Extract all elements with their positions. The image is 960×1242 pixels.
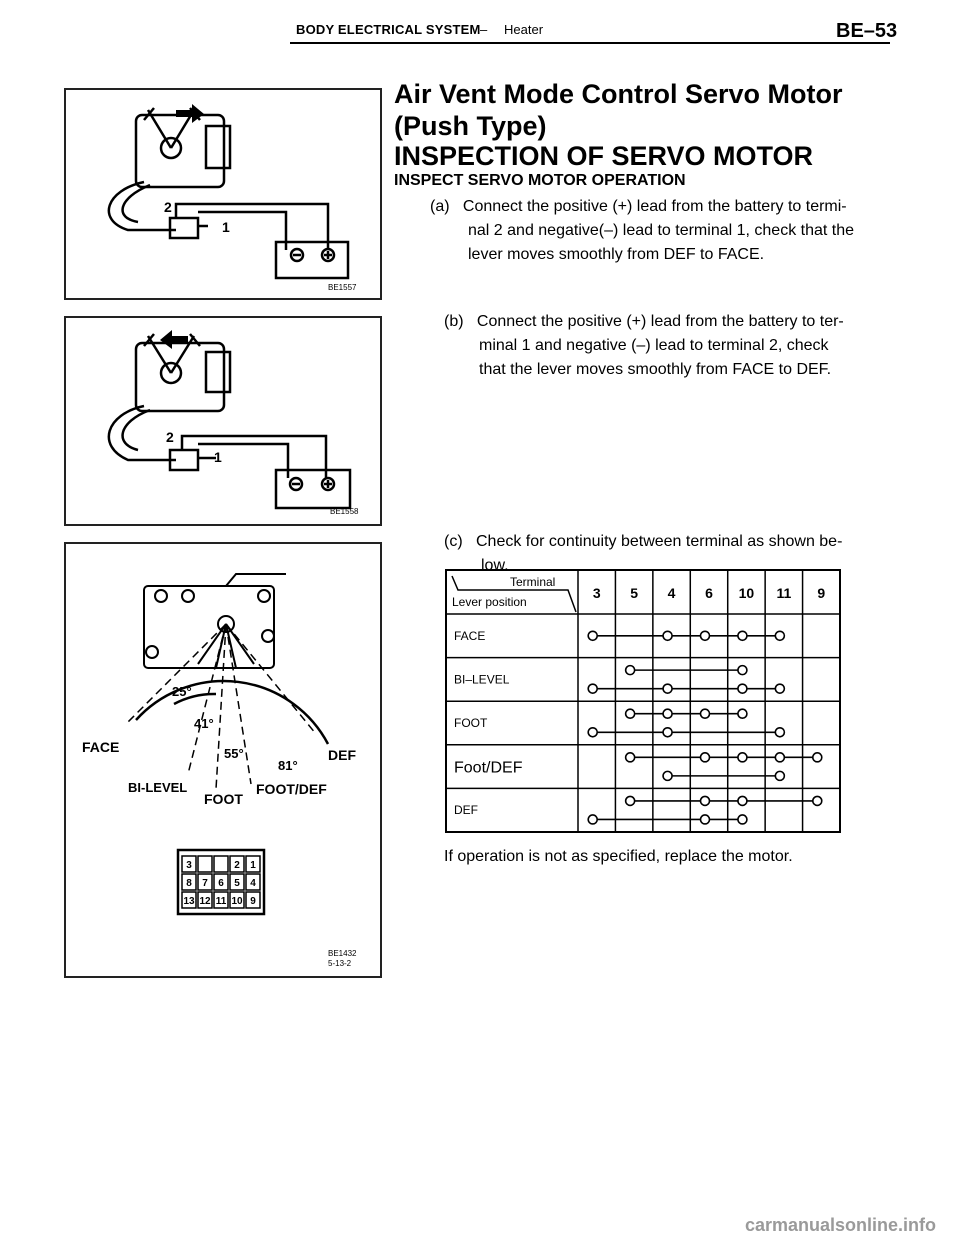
inspection-heading: INSPECTION OF SERVO MOTOR bbox=[394, 141, 814, 171]
lever-position-label: FOOT bbox=[454, 716, 488, 730]
position-foot-def: FOOT/DEF bbox=[256, 781, 327, 797]
continuity-point bbox=[701, 631, 710, 640]
continuity-point bbox=[626, 709, 635, 718]
step-a-label: (a) bbox=[430, 198, 450, 215]
step-a-line1: Connect the positive (+) lead from the battery to termi- bbox=[462, 198, 847, 215]
step-a-line3: lever moves smoothly from DEF to FACE. bbox=[468, 246, 765, 263]
continuity-point bbox=[626, 666, 635, 675]
figure-lever-positions bbox=[64, 542, 382, 978]
servo-diagram-2 bbox=[66, 318, 380, 524]
fig2-terminal-2: 2 bbox=[166, 429, 174, 445]
step-b-line3: that the lever moves smoothly from FACE to DEF. bbox=[479, 361, 832, 378]
procedure-heading: INSPECT SERVO MOTOR OPERATION bbox=[394, 172, 686, 189]
continuity-point bbox=[588, 728, 597, 737]
figure-servo-face-to-def bbox=[64, 316, 382, 526]
continuity-point bbox=[738, 753, 747, 762]
continuity-point bbox=[775, 631, 784, 640]
header-dash: – bbox=[480, 22, 488, 37]
continuity-point bbox=[775, 684, 784, 693]
step-b bbox=[444, 310, 884, 382]
lever-position-label: Foot/DEF bbox=[454, 759, 523, 777]
position-def: DEF bbox=[328, 747, 356, 763]
angle-25: 25° bbox=[172, 684, 192, 699]
continuity-point bbox=[588, 631, 597, 640]
position-face: FACE bbox=[82, 739, 120, 755]
step-c-line1: Check for continuity between terminal as shown be- bbox=[476, 533, 843, 550]
terminal-header: 4 bbox=[667, 585, 676, 601]
lever-position-label: FACE bbox=[454, 628, 486, 643]
section-title: Air Vent Mode Control Servo Motor bbox=[394, 79, 843, 109]
fig3-code-1: BE1432 bbox=[328, 949, 357, 958]
servo-diagram-1 bbox=[66, 90, 380, 298]
step-a bbox=[430, 195, 890, 267]
connector-pin-label: 5 bbox=[234, 878, 240, 889]
angle-81: 81° bbox=[278, 758, 298, 773]
terminal-header: 11 bbox=[776, 585, 792, 601]
step-c-line2: low. bbox=[481, 557, 509, 574]
fig1-terminal-2: 2 bbox=[164, 199, 172, 215]
continuity-point bbox=[738, 815, 747, 824]
connector-pinout bbox=[178, 850, 264, 914]
continuity-point bbox=[626, 753, 635, 762]
connector-pin-label: 11 bbox=[215, 896, 227, 907]
step-b-line2: minal 1 and negative (–) lead to terminal 2, check bbox=[479, 337, 829, 354]
continuity-point bbox=[701, 709, 710, 718]
continuity-point bbox=[663, 709, 672, 718]
header-rule bbox=[290, 42, 890, 44]
continuity-chart bbox=[444, 568, 842, 834]
connector-pin-label: 3 bbox=[186, 860, 192, 871]
connector-pin-label: 1 bbox=[250, 860, 256, 871]
continuity-point bbox=[738, 666, 747, 675]
connector-pin-label: 12 bbox=[199, 896, 211, 907]
angle-41: 41° bbox=[194, 716, 214, 731]
connector-pin bbox=[214, 856, 228, 872]
connector-pin-label: 2 bbox=[234, 860, 240, 871]
fig3-code-2: 5-13-2 bbox=[328, 959, 352, 968]
connector-pin-label: 13 bbox=[183, 896, 195, 907]
continuity-point bbox=[738, 631, 747, 640]
connector-pin-label: 6 bbox=[218, 878, 224, 889]
header-system: BODY ELECTRICAL SYSTEM bbox=[296, 22, 481, 37]
connector-pin-label: 8 bbox=[186, 878, 192, 889]
fig1-terminal-1: 1 bbox=[222, 219, 230, 235]
fig1-code: BE1557 bbox=[328, 283, 357, 292]
continuity-point bbox=[626, 796, 635, 805]
continuity-table bbox=[444, 568, 842, 839]
lever-position-diagram bbox=[66, 544, 380, 976]
connector-pin bbox=[198, 856, 212, 872]
continuity-point bbox=[701, 815, 710, 824]
position-bi-level: BI-LEVEL bbox=[128, 780, 188, 795]
fig2-terminal-1: 1 bbox=[214, 449, 222, 465]
fig2-code: BE1558 bbox=[330, 507, 359, 516]
position-foot: FOOT bbox=[204, 791, 243, 807]
step-a-line2: nal 2 and negative(–) lead to terminal 1, check that the bbox=[468, 222, 855, 239]
step-b-label: (b) bbox=[444, 313, 464, 330]
replace-motor-note: If operation is not as specified, replace the motor. bbox=[444, 848, 793, 865]
continuity-point bbox=[663, 684, 672, 693]
terminal-header: 6 bbox=[705, 585, 713, 601]
arrow-left-icon bbox=[160, 330, 188, 349]
continuity-point bbox=[663, 728, 672, 737]
terminal-header: 3 bbox=[592, 585, 601, 601]
step-b-line1: Connect the positive (+) lead from the battery to ter- bbox=[476, 313, 844, 330]
step-c-label: (c) bbox=[444, 533, 463, 550]
continuity-point bbox=[701, 796, 710, 805]
figure-servo-def-to-face bbox=[64, 88, 382, 300]
continuity-point bbox=[775, 728, 784, 737]
connector-pin-label: 9 bbox=[250, 896, 256, 907]
corner-label-terminal: Terminal bbox=[510, 575, 556, 589]
connector-pin-label: 4 bbox=[250, 878, 256, 889]
header-section: Heater bbox=[504, 22, 544, 37]
continuity-point bbox=[813, 753, 822, 762]
section-subtitle: (Push Type) bbox=[394, 111, 547, 141]
terminal-header: 9 bbox=[817, 585, 826, 601]
continuity-point bbox=[813, 796, 822, 805]
lever-position-label: DEF bbox=[454, 803, 478, 818]
angle-55: 55° bbox=[224, 746, 244, 761]
page-number: BE–53 bbox=[836, 20, 898, 42]
corner-label-lever-position: Lever position bbox=[452, 595, 527, 609]
watermark: carmanualsonline.info bbox=[744, 1215, 936, 1235]
continuity-point bbox=[775, 753, 784, 762]
continuity-point bbox=[701, 753, 710, 762]
continuity-point bbox=[663, 631, 672, 640]
terminal-header: 5 bbox=[630, 585, 639, 601]
continuity-point bbox=[588, 684, 597, 693]
continuity-point bbox=[775, 771, 784, 780]
continuity-point bbox=[663, 771, 672, 780]
continuity-point bbox=[738, 796, 747, 805]
continuity-point bbox=[738, 709, 747, 718]
continuity-point bbox=[588, 815, 597, 824]
connector-pin-label: 10 bbox=[231, 896, 243, 907]
terminal-header: 10 bbox=[738, 585, 755, 601]
continuity-point bbox=[738, 684, 747, 693]
lever-position-label: BI–LEVEL bbox=[454, 672, 510, 687]
connector-pin-label: 7 bbox=[202, 878, 208, 889]
